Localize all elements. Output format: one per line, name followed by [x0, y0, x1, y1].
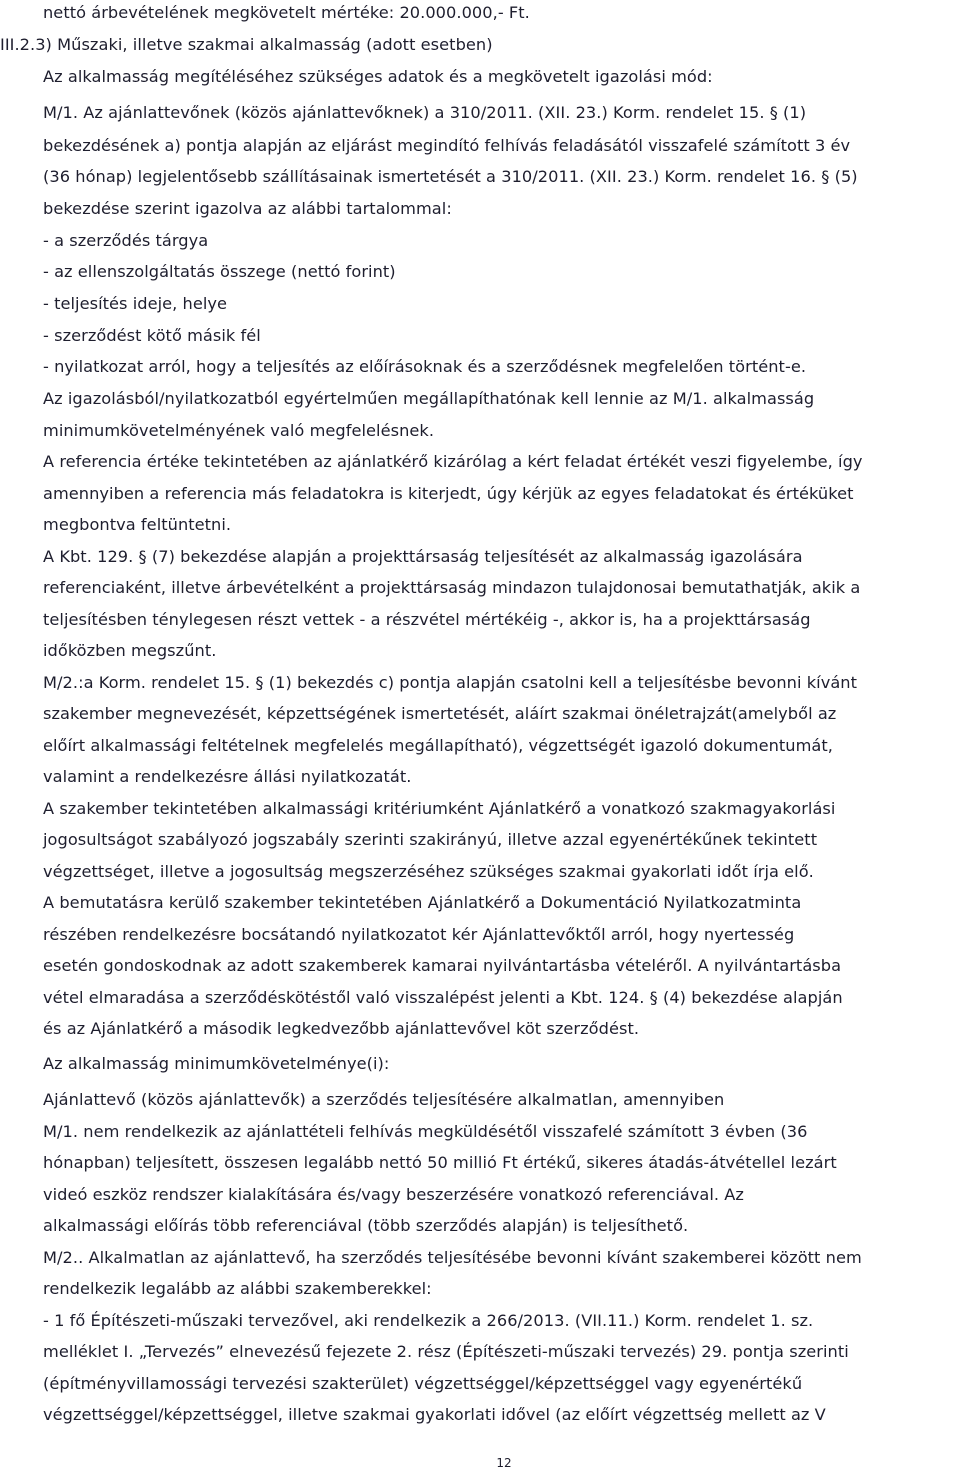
text-line: M/2.:a Korm. rendelet 15. § (1) bekezdés c) pontja alapján csatolni kell a teljesítésbe bevonni kívánt: [43, 673, 858, 692]
text-line: bekezdésének a) pontja alapján az eljárást megindító felhívás feladásától visszafelé számított 3 év: [43, 136, 851, 155]
text-line: videó eszköz rendszer kialakítására és/vagy beszerzésére vonatkozó referenciával. Az: [43, 1185, 744, 1204]
text-line: A szakember tekintetében alkalmassági kritériumként Ajánlatkérő a vonatkozó szakmagyakorlási: [43, 799, 836, 818]
text-line: Az alkalmasság megítéléséhez szükséges adatok és a megkövetelt igazolási mód:: [43, 67, 713, 86]
subheading: Az alkalmasság minimumkövetelménye(i):: [43, 1054, 390, 1073]
text-line: A bemutatásra kerülő szakember tekintetében Ajánlatkérő a Dokumentáció Nyilatkozatminta: [43, 893, 802, 912]
text-line: M/2.. Alkalmatlan az ajánlattevő, ha szerződés teljesítésébe bevonni kívánt szakemberei között nem: [43, 1248, 862, 1267]
page-number: 12: [496, 1456, 512, 1470]
text-line: vétel elmaradása a szerződéskötéstől való visszalépést jelenti a Kbt. 124. § (4) bekezdése alapján: [43, 988, 843, 1007]
text-line: melléklet I. „Tervezés” elnevezésű fejezete 2. rész (Építészeti-műszaki tervezés) 29. pontja szerinti: [43, 1342, 849, 1361]
text-line: Az igazolásból/nyilatkozatból egyértelműen megállapíthatónak kell lennie az M/1. alkalmasság: [43, 389, 815, 408]
list-item: - 1 fő Építészeti-műszaki tervezővel, aki rendelkezik a 266/2013. (VII.11.) Korm. rendelet 1. sz.: [43, 1311, 814, 1330]
text-line: Ajánlattevő (közös ajánlattevők) a szerződés teljesítésére alkalmatlan, amennyiben: [43, 1090, 725, 1109]
text-line: bekezdése szerint igazolva az alábbi tartalommal:: [43, 199, 452, 218]
text-line: és az Ajánlatkérő a második legkedvezőbb ajánlattevővel köt szerződést.: [43, 1019, 640, 1038]
text-line: amennyiben a referencia más feladatokra is kiterjedt, úgy kérjük az egyes feladatokat és értéküket: [43, 484, 854, 503]
text-line: megbontva feltüntetni.: [43, 515, 232, 534]
list-item: - a szerződés tárgya: [43, 231, 209, 250]
text-line: teljesítésben ténylegesen részt vettek - a részvétel mértékéig -, akkor is, ha a projekttársaság: [43, 610, 811, 629]
list-item: - az ellenszolgáltatás összege (nettó forint): [43, 262, 396, 281]
text-line: esetén gondoskodnak az adott szakemberek kamarai nyilvántartásba vételéről. A nyilvántartásba: [43, 956, 842, 975]
text-line: A Kbt. 129. § (7) bekezdése alapján a projekttársaság teljesítését az alkalmasság igazolására: [43, 547, 803, 566]
text-line: alkalmassági előírás több referenciával (több szerződés alapján) is teljesíthető.: [43, 1216, 689, 1235]
text-line: M/1. nem rendelkezik az ajánlattételi felhívás megküldésétől visszafelé számított 3 évben (36: [43, 1122, 808, 1141]
list-item: - teljesítés ideje, helye: [43, 294, 228, 313]
list-item: - szerződést kötő másik fél: [43, 326, 261, 345]
text-line: rendelkezik legalább az alábbi szakemberekkel:: [43, 1279, 432, 1298]
text-line: szakember megnevezését, képzettségének ismertetését, aláírt szakmai önéletrajzát(amelyből az: [43, 704, 837, 723]
text-line: végzettséggel/képzettséggel, illetve szakmai gyakorlati idővel (az előírt végzettség mellett az V: [43, 1405, 826, 1424]
text-line: (36 hónap) legjelentősebb szállításainak ismertetését a 310/2011. (XII. 23.) Korm. rendelet 16. § (5): [43, 167, 858, 186]
section-heading: III.2.3) Műszaki, illetve szakmai alkalmasság (adott esetben): [0, 35, 493, 54]
text-line: végzettséget, illetve a jogosultság megszerzéséhez szükséges szakmai gyakorlati időt írja elő.: [43, 862, 814, 881]
text-line: hónapban) teljesített, összesen legalább nettó 50 millió Ft értékű, sikeres átadás-átvétellel lezárt: [43, 1153, 837, 1172]
text-line: részében rendelkezésre bocsátandó nyilatkozatot kér Ajánlattevőktől arról, hogy nyertesség: [43, 925, 795, 944]
text-line: A referencia értéke tekintetében az ajánlatkérő kizárólag a kért feladat értékét veszi figyelembe, így: [43, 452, 863, 471]
text-line: (építményvillamossági tervezési szakterület) végzettséggel/képzettséggel vagy egyenértékű: [43, 1374, 803, 1393]
text-line: referenciaként, illetve árbevételként a projekttársaság mindazon tulajdonosai bemutathatják, akik a: [43, 578, 861, 597]
list-item: - nyilatkozat arról, hogy a teljesítés az előírásoknak és a szerződésnek megfelelően történt-e.: [43, 357, 807, 376]
text-line: nettó árbevételének megkövetelt mértéke: 20.000.000,- Ft.: [43, 3, 530, 22]
text-line: jogosultságot szabályozó jogszabály szerinti szakirányú, illetve azzal egyenértékűnek tekintett: [43, 830, 818, 849]
text-line: előírt alkalmassági feltételnek megfelelés megállapítható), végzettségét igazoló dokumentumát,: [43, 736, 833, 755]
text-line: M/1. Az ajánlattevőnek (közös ajánlattevőknek) a 310/2011. (XII. 23.) Korm. rendelet 15. § (1): [43, 103, 807, 122]
text-line: időközben megszűnt.: [43, 641, 217, 660]
text-line: minimumkövetelményének való megfelelésnek.: [43, 421, 435, 440]
text-line: valamint a rendelkezésre állási nyilatkozatát.: [43, 767, 412, 786]
